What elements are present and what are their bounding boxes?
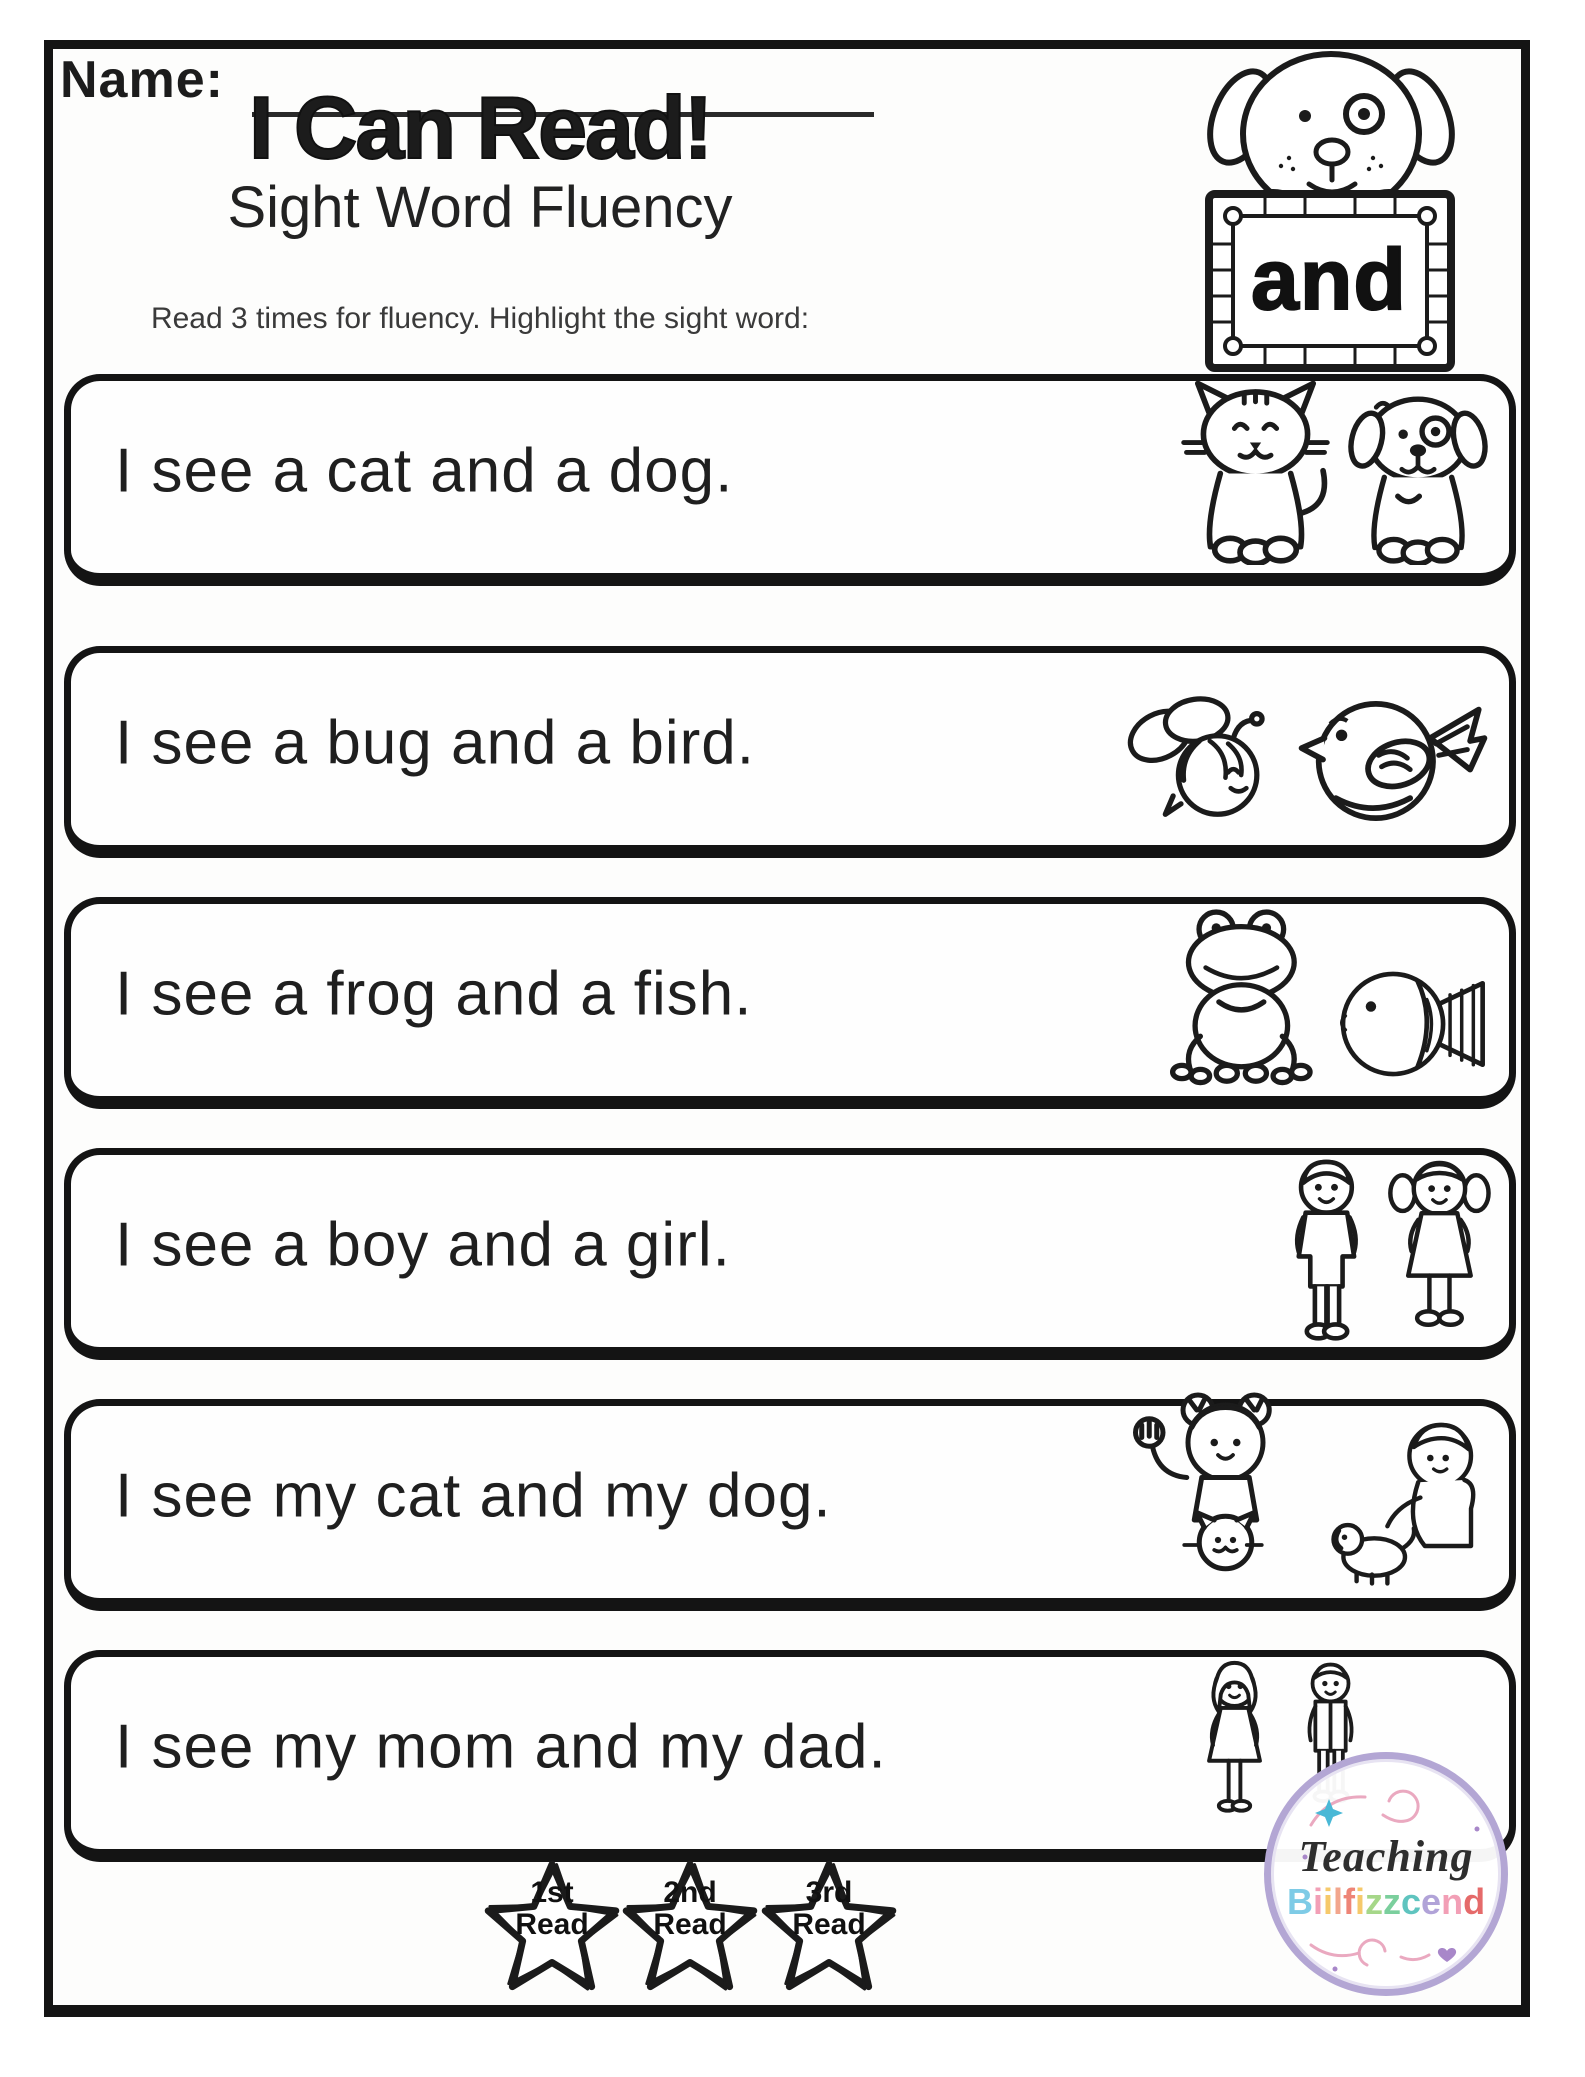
name-label: Name: — [60, 51, 224, 109]
sentence-text: I see my mom and my dad. — [115, 1712, 887, 1782]
sentence-card-2 — [64, 646, 1516, 858]
header-titles — [150, 78, 810, 241]
fish-clipart — [1328, 960, 1493, 1088]
star-label: 1st Read — [515, 1876, 589, 1941]
bee-clipart — [1113, 689, 1283, 831]
logo-script-text: Teaching — [1298, 1832, 1474, 1881]
boy-clipart — [1277, 1155, 1377, 1351]
sentence-text: I see a cat and a dog. — [115, 436, 734, 506]
sentence-art — [1166, 904, 1493, 1088]
sentence-card-3 — [64, 897, 1516, 1109]
sentence-text: I see my cat and my dog. — [115, 1461, 832, 1531]
sentence-card-4 — [64, 1148, 1516, 1360]
logo-brand-text: Biilfizzcend — [1286, 1881, 1486, 1922]
sight-word-sign-holder — [1193, 42, 1469, 374]
sentence-art — [1128, 1390, 1493, 1590]
sentence-card-1 — [64, 374, 1516, 586]
read-star-2 — [621, 1843, 759, 2015]
read-star-3 — [760, 1843, 898, 2015]
sentence-text: I see a bug and a bird. — [115, 708, 756, 778]
sentence-art — [1277, 1155, 1493, 1351]
page-title: I Can Read! — [248, 78, 712, 177]
girl-clipart — [1387, 1155, 1493, 1345]
sentence-art — [1113, 681, 1493, 831]
sight-word-text: and — [1251, 231, 1407, 328]
dog-clipart — [1343, 383, 1493, 565]
star-label: 2nd Read — [653, 1876, 727, 1941]
teaching-biilfizzcend-logo — [1264, 1752, 1508, 1996]
instruction-text: Read 3 times for fluency. Highlight the sight word: — [150, 302, 810, 335]
sentence-text: I see a boy and a girl. — [115, 1210, 731, 1280]
boy-holding-dog-clipart — [1328, 1414, 1493, 1590]
page-subtitle: Sight Word Fluency — [227, 175, 733, 240]
girl-holding-cat-clipart — [1128, 1390, 1318, 1590]
star-label: 3rd Read — [792, 1876, 866, 1941]
sentence-art — [1178, 375, 1493, 565]
bird-clipart — [1293, 681, 1493, 831]
read-star-1 — [483, 1843, 621, 2015]
sentence-text: I see a frog and a fish. — [115, 959, 753, 1029]
cat-clipart — [1178, 375, 1333, 565]
sentence-card-5 — [64, 1399, 1516, 1611]
frog-clipart — [1166, 904, 1318, 1088]
mom-clipart — [1191, 1657, 1279, 1843]
